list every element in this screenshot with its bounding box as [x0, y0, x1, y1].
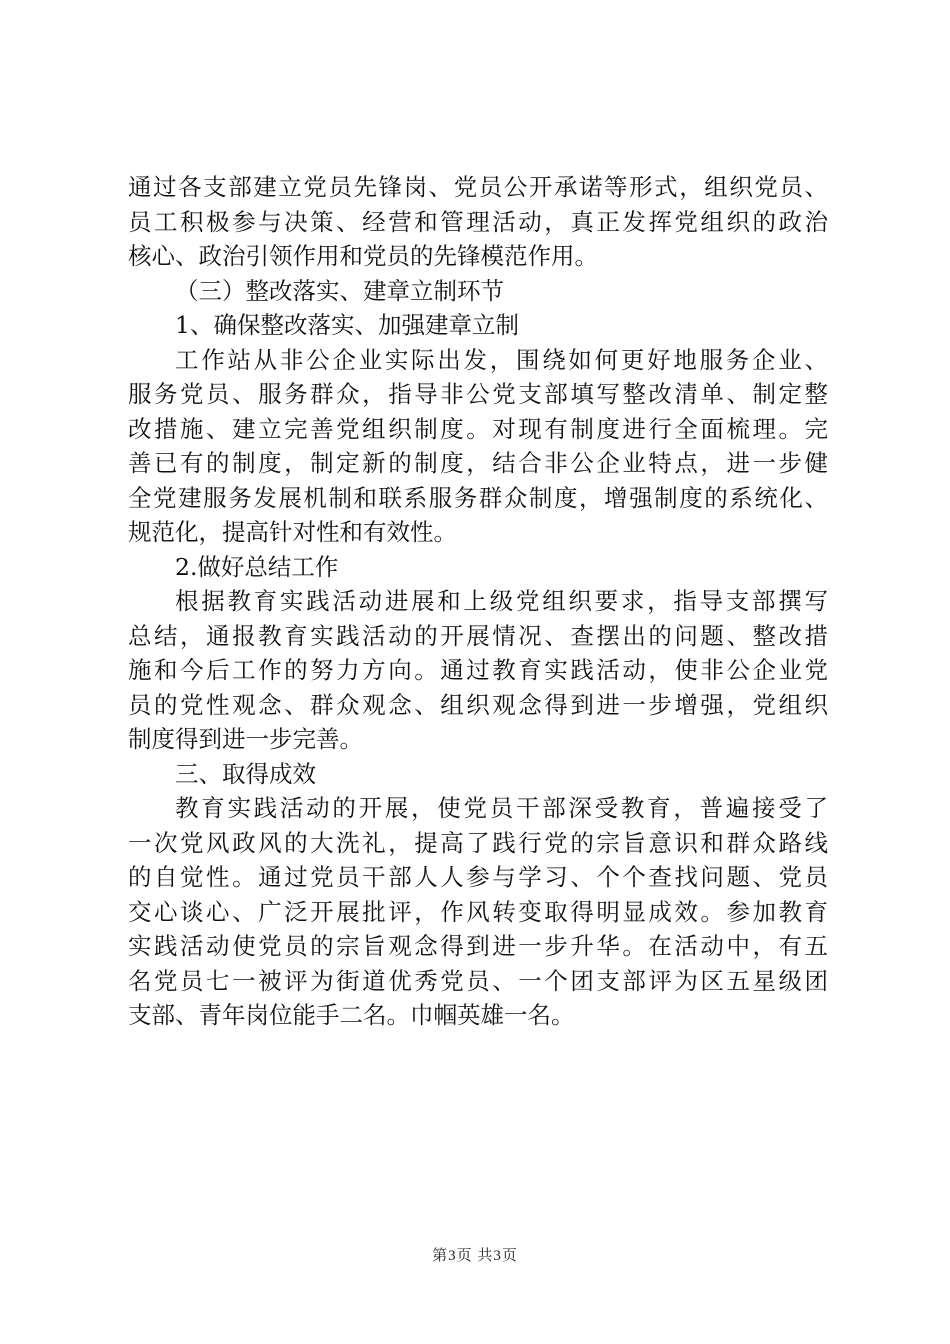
text-line: 制度得到进一步完善。 — [128, 725, 363, 753]
text-line: 核心、政治引领作用和党员的先锋模范作用。 — [128, 242, 598, 270]
text-line: 交心谈心、广泛开展批评，作风转变取得明显成效。参加教育 — [128, 897, 828, 926]
text-line: 通过各支部建立党员先锋岗、党员公开承诺等形式，组织党员、 — [128, 173, 828, 201]
text-line: 根据教育实践活动进展和上级党组织要求，指导支部撰写 — [175, 587, 828, 615]
text-line: 服务党员、服务群众，指导非公党支部填写整改清单、制定整 — [128, 380, 828, 408]
text-line: 员的党性观念、群众观念、组织观念得到进一步增强，党组织 — [128, 690, 828, 719]
text-line: 善已有的制度，制定新的制度，结合非公企业特点，进一步健 — [128, 449, 828, 477]
text-line: 改措施、建立完善党组织制度。对现有制度进行全面梳理。完 — [128, 414, 828, 443]
text-line: 规范化，提高针对性和有效性。 — [128, 518, 457, 546]
text-line: 教育实践活动的开展，使党员干部深受教育，普遍接受了 — [175, 794, 828, 822]
text-line: 总结，通报教育实践活动的开展情况、查摆出的问题、整改措 — [128, 621, 828, 650]
text-line: （三）整改落实、建章立制环节 — [175, 276, 504, 305]
document-body — [128, 170, 828, 1033]
page-footer — [0, 1244, 950, 1265]
text-line: 工作站从非公企业实际出发，围绕如何更好地服务企业、 — [175, 345, 828, 374]
text-line: 2.做好总结工作 — [175, 552, 339, 581]
text-line: 三、取得成效 — [175, 759, 316, 788]
text-line: 一次党风政风的大洗礼，提高了践行党的宗旨意识和群众路线 — [128, 828, 828, 857]
text-line: 实践活动使党员的宗旨观念得到进一步升华。在活动中，有五 — [128, 932, 828, 960]
text-line: 名党员七一被评为街道优秀党员、一个团支部评为区五星级团 — [128, 966, 828, 995]
page-number-indicator: 第3页 共3页 — [432, 1248, 518, 1264]
text-line: 全党建服务发展机制和联系服务群众制度，增强制度的系统化、 — [128, 483, 828, 512]
text-line: 员工积极参与决策、经营和管理活动，真正发挥党组织的政治 — [128, 207, 828, 236]
text-line: 支部、青年岗位能手二名。巾帼英雄一名。 — [128, 1001, 575, 1029]
text-line: 1、确保整改落实、加强建章立制 — [175, 311, 519, 339]
text-line: 的自觉性。通过党员干部人人参与学习、个个查找问题、党员 — [128, 863, 828, 891]
text-line: 施和今后工作的努力方向。通过教育实践活动，使非公企业党 — [128, 656, 828, 684]
